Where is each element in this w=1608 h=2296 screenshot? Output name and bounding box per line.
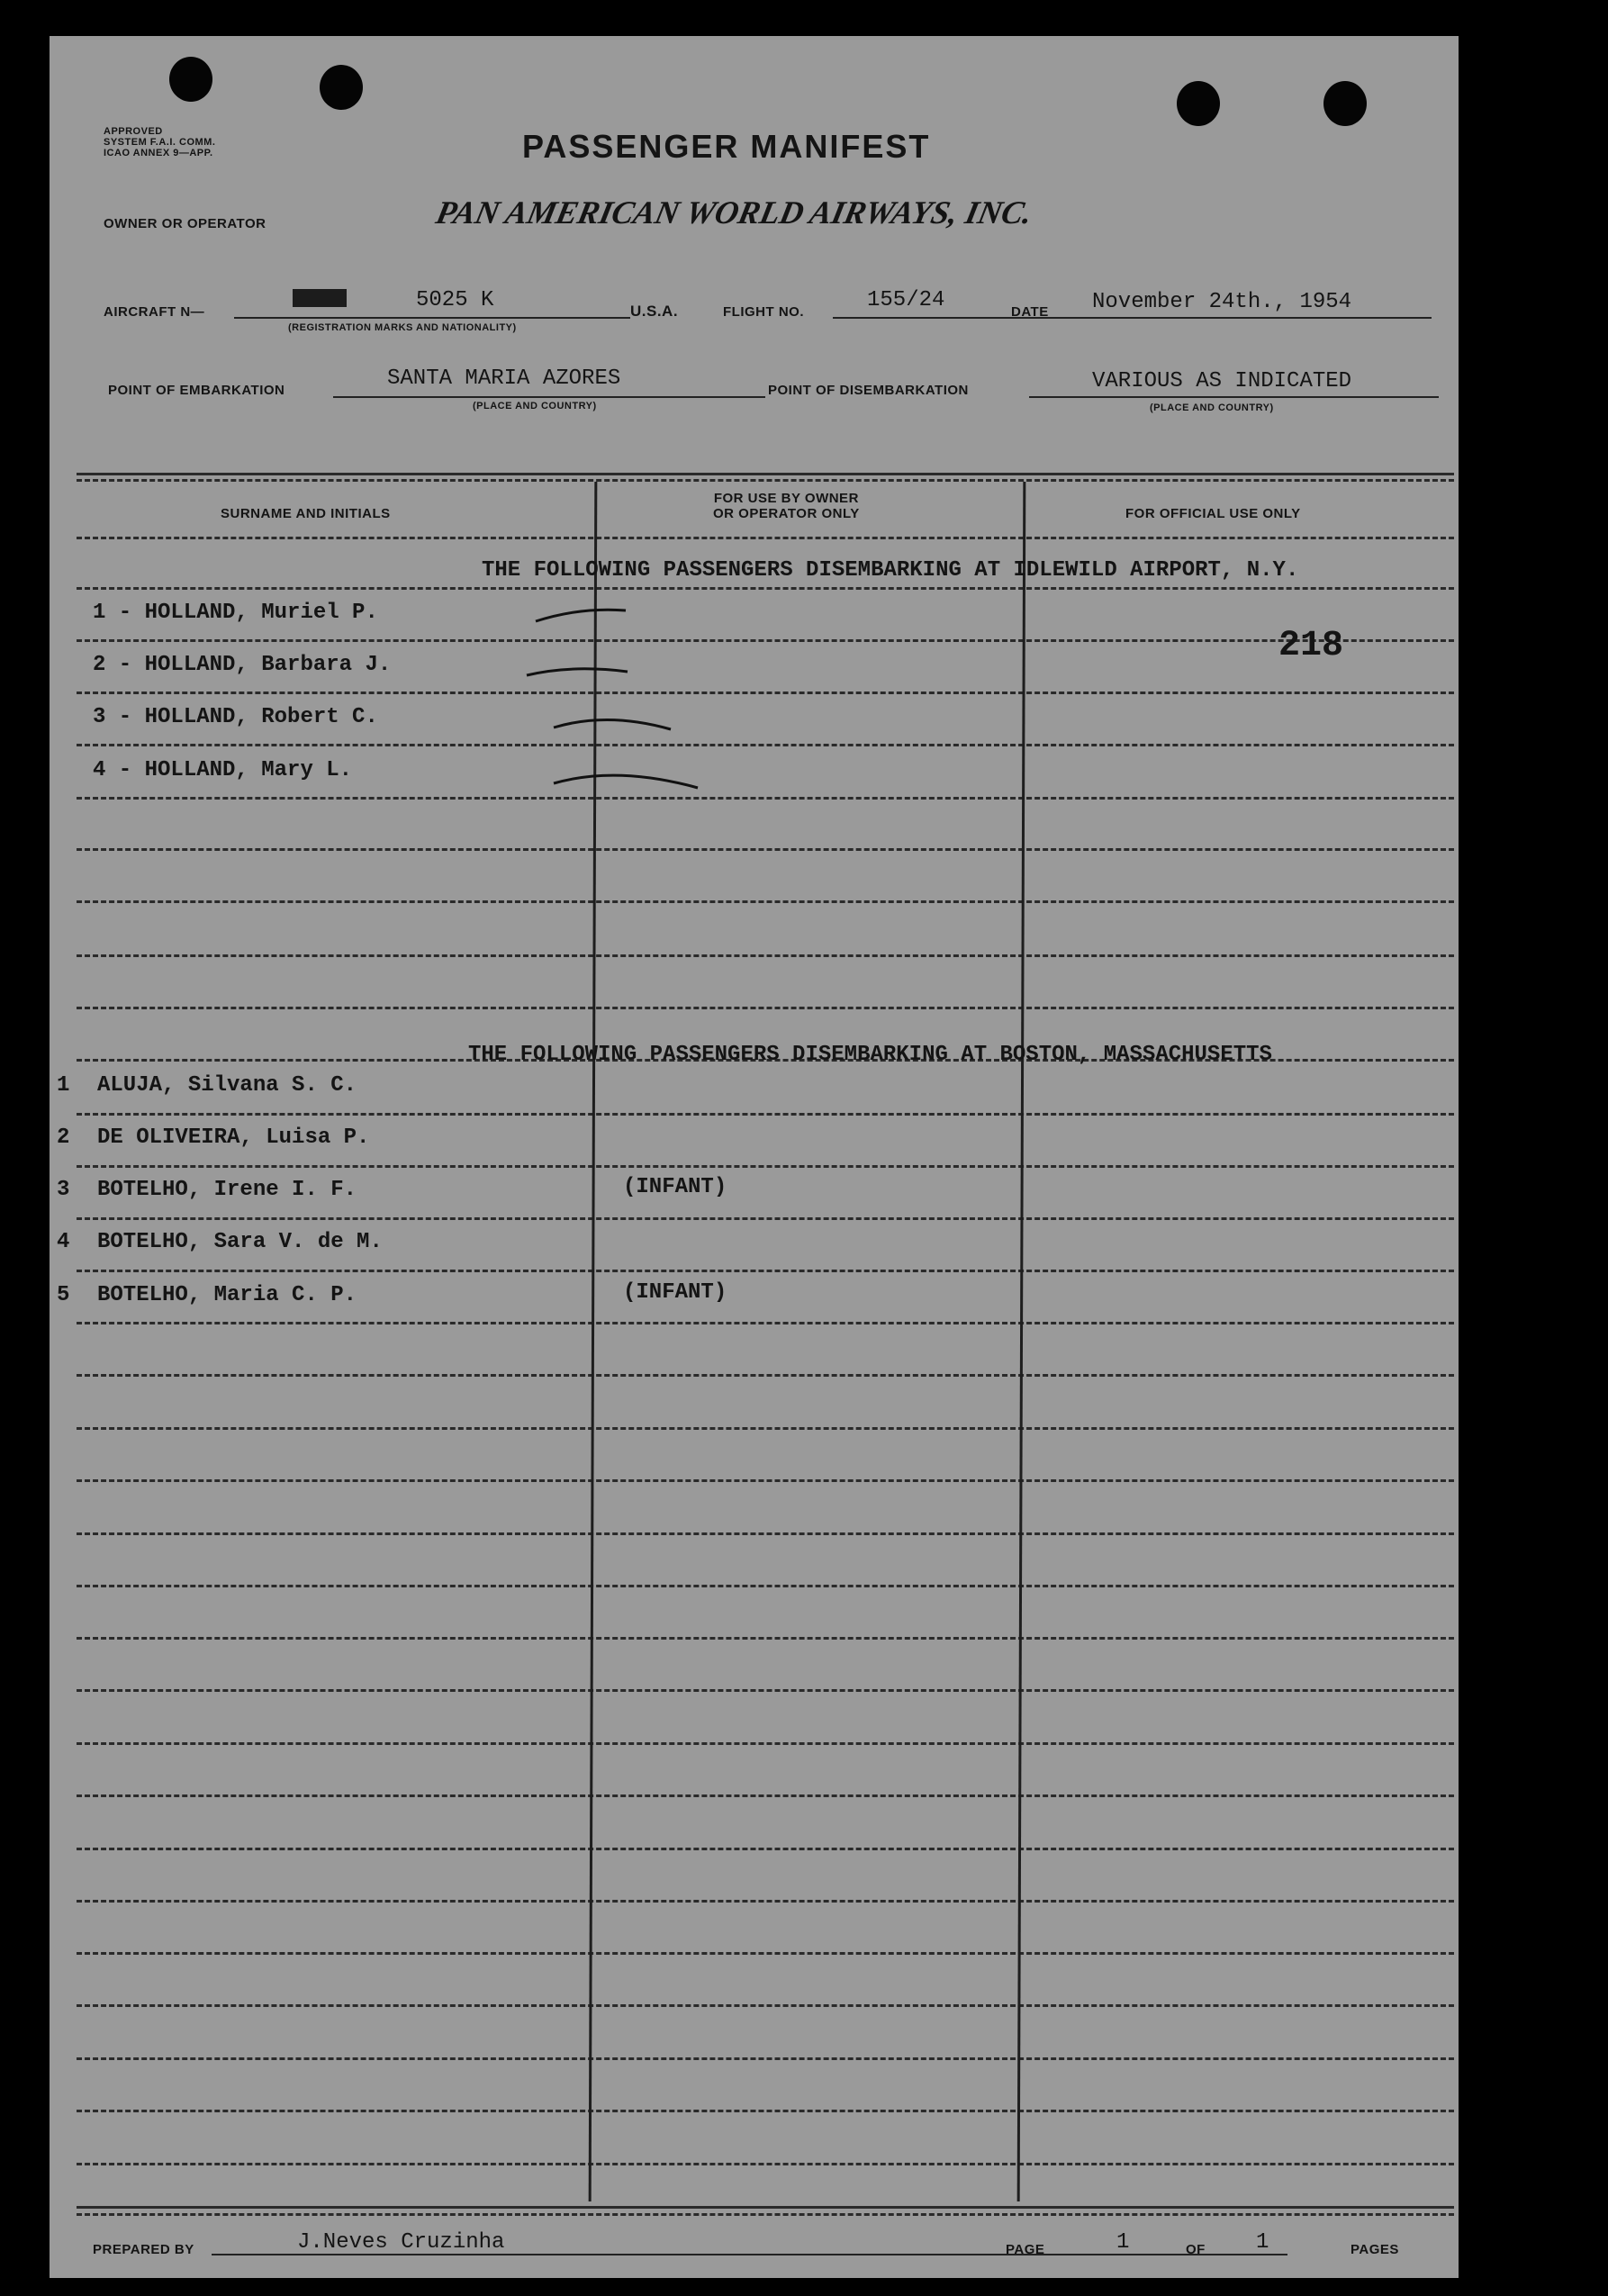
- column-header-surname: SURNAME AND INITIALS: [221, 506, 391, 521]
- disembarkation-label: POINT OF DISEMBARKATION: [768, 383, 969, 398]
- page-title: PASSENGER MANIFEST: [522, 128, 931, 165]
- passenger-name: BOTELHO, Irene I. F.: [97, 1178, 357, 1202]
- column-header-owner: FOR USE BY OWNER OR OPERATOR ONLY: [713, 491, 860, 521]
- passenger-name: BOTELHO, Sara V. de M.: [97, 1230, 383, 1254]
- flight-value: 155/24: [867, 288, 945, 312]
- passenger-row: 4 - HOLLAND, Mary L.: [93, 758, 353, 782]
- prepared-by-label: PREPARED BY: [93, 2242, 194, 2257]
- country-label: U.S.A.: [630, 303, 679, 320]
- flight-label: FLIGHT NO.: [723, 304, 804, 320]
- manifest-sheet: [50, 36, 1459, 2278]
- disembarkation-sublabel: (PLACE AND COUNTRY): [1150, 402, 1274, 413]
- pages-label: PAGES: [1351, 2242, 1399, 2257]
- disembarkation-value: VARIOUS AS INDICATED: [1092, 369, 1352, 393]
- punch-hole: [1323, 81, 1367, 126]
- official-number: 218: [1278, 626, 1344, 666]
- passenger-note: (INFANT): [623, 1175, 727, 1199]
- date-label: DATE: [1011, 304, 1049, 320]
- aircraft-value: 5025 K: [416, 288, 494, 312]
- passenger-row: 1 - HOLLAND, Muriel P.: [93, 601, 378, 625]
- row-number: 3: [57, 1178, 70, 1202]
- page-value: 1: [1116, 2230, 1130, 2255]
- row-number: 1: [57, 1073, 70, 1098]
- section-heading-boston: THE FOLLOWING PASSENGERS DISEMBARKING AT BOSTON, MASSACHUSETTS: [468, 1043, 1272, 1067]
- punch-hole: [320, 65, 363, 110]
- section-heading-idlewild: THE FOLLOWING PASSENGERS DISEMBARKING AT IDLEWILD AIRPORT, N.Y.: [482, 558, 1299, 583]
- row-number: 2: [57, 1125, 70, 1150]
- redaction-mark: [293, 289, 347, 307]
- owner-value: PAN AMERICAN WORLD AIRWAYS, INC.: [432, 194, 1036, 231]
- punch-hole: [169, 57, 212, 102]
- of-label: OF: [1186, 2242, 1206, 2257]
- punch-hole: [1177, 81, 1220, 126]
- passenger-name: BOTELHO, Maria C. P.: [97, 1283, 357, 1307]
- aircraft-sublabel: (REGISTRATION MARKS AND NATIONALITY): [288, 322, 517, 333]
- of-value: 1: [1256, 2230, 1269, 2255]
- column-header-official: FOR OFFICIAL USE ONLY: [1125, 506, 1301, 521]
- passenger-name: ALUJA, Silvana S. C.: [97, 1073, 357, 1098]
- passenger-row: 2 - HOLLAND, Barbara J.: [93, 653, 392, 677]
- row-number: 5: [57, 1283, 70, 1307]
- embarkation-label: POINT OF EMBARKATION: [108, 383, 285, 398]
- passenger-name: DE OLIVEIRA, Luisa P.: [97, 1125, 370, 1150]
- passenger-note: (INFANT): [623, 1280, 727, 1305]
- page-label: PAGE: [1006, 2242, 1045, 2257]
- aircraft-label: AIRCRAFT N—: [104, 304, 205, 320]
- prepared-by-value: J.Neves Cruzinha: [297, 2230, 505, 2255]
- embarkation-sublabel: (PLACE AND COUNTRY): [473, 401, 597, 411]
- embarkation-value: SANTA MARIA AZORES: [387, 366, 621, 391]
- check-marks: [518, 594, 734, 810]
- approval-block: APPROVED SYSTEM F.A.I. COMM. ICAO ANNEX 9—APP.: [104, 126, 216, 158]
- owner-label: OWNER OR OPERATOR: [104, 216, 266, 231]
- row-number: 4: [57, 1230, 70, 1254]
- date-value: November 24th., 1954: [1092, 290, 1352, 314]
- passenger-row: 3 - HOLLAND, Robert C.: [93, 705, 378, 729]
